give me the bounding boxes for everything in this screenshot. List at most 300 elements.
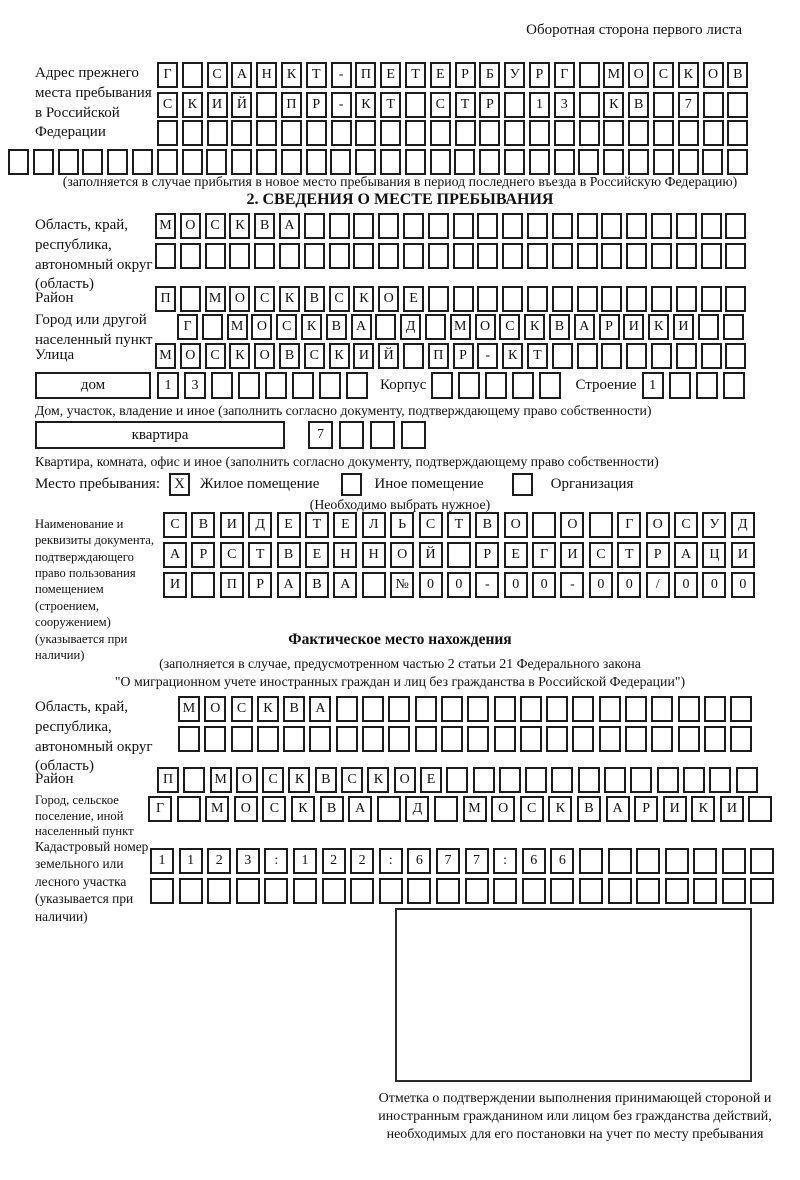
char-cell[interactable]: К [229,343,250,369]
char-cell[interactable] [441,726,463,752]
char-cell[interactable] [676,243,697,269]
char-cell[interactable] [231,149,252,175]
char-cell[interactable]: К [355,92,376,118]
char-cell[interactable] [552,243,573,269]
char-cell[interactable] [579,848,603,874]
char-cell[interactable]: М [155,343,176,369]
char-cell[interactable] [132,149,153,175]
char-cell[interactable] [177,796,201,822]
char-cell[interactable] [319,372,341,399]
char-cell[interactable] [180,243,201,269]
char-cell[interactable]: А [674,542,698,568]
char-cell[interactable]: Т [405,62,426,88]
char-cell[interactable]: - [331,92,352,118]
char-cell[interactable] [723,314,744,340]
char-cell[interactable]: Т [617,542,641,568]
char-cell[interactable]: О [703,62,724,88]
char-cell[interactable] [206,149,227,175]
char-cell[interactable]: - [477,343,498,369]
char-cell[interactable] [579,120,600,146]
char-cell[interactable] [665,848,689,874]
char-cell[interactable] [150,878,174,904]
char-cell[interactable] [446,767,468,793]
char-cell[interactable] [676,286,697,312]
char-cell[interactable] [8,149,29,175]
char-cell[interactable]: С [205,213,226,239]
char-cell[interactable] [601,243,622,269]
char-cell[interactable] [727,92,748,118]
char-cell[interactable]: М [603,62,624,88]
char-cell[interactable]: Р [191,542,215,568]
char-cell[interactable]: И [731,542,755,568]
char-cell[interactable] [375,314,396,340]
char-cell[interactable] [630,767,652,793]
char-cell[interactable]: : [493,848,517,874]
char-cell[interactable] [370,421,395,449]
char-cell[interactable] [479,120,500,146]
char-cell[interactable]: Р [479,92,500,118]
char-cell[interactable] [339,421,364,449]
char-cell[interactable]: О [504,512,528,538]
char-cell[interactable] [428,243,449,269]
char-cell[interactable]: Е [430,62,451,88]
char-cell[interactable]: Т [248,542,272,568]
char-cell[interactable]: С [419,512,443,538]
char-cell[interactable] [281,120,302,146]
char-cell[interactable] [552,343,573,369]
char-cell[interactable] [191,572,215,598]
char-cell[interactable] [306,149,327,175]
char-cell[interactable]: Г [617,512,641,538]
char-cell[interactable]: 3 [184,372,206,399]
char-cell[interactable]: Г [554,62,575,88]
char-cell[interactable]: Г [148,796,172,822]
char-cell[interactable] [601,343,622,369]
char-cell[interactable] [229,243,250,269]
char-cell[interactable] [626,243,647,269]
char-cell[interactable]: П [281,92,302,118]
char-cell[interactable]: 0 [532,572,556,598]
char-cell[interactable] [322,878,346,904]
char-cell[interactable] [678,696,700,722]
char-cell[interactable] [309,726,331,752]
char-cell[interactable]: П [355,62,376,88]
char-cell[interactable] [736,767,758,793]
char-cell[interactable] [572,726,594,752]
char-cell[interactable]: Г [157,62,178,88]
char-cell[interactable] [636,848,660,874]
char-cell[interactable] [82,149,103,175]
char-cell[interactable] [204,726,226,752]
char-cell[interactable] [527,243,548,269]
char-cell[interactable] [405,92,426,118]
char-cell[interactable] [709,767,731,793]
char-cell[interactable]: Т [305,512,329,538]
char-cell[interactable] [434,796,458,822]
char-cell[interactable]: С [262,767,284,793]
char-cell[interactable]: О [229,286,250,312]
char-cell[interactable] [465,878,489,904]
char-cell[interactable] [378,213,399,239]
char-cell[interactable]: С [163,512,187,538]
char-cell[interactable]: А [231,62,252,88]
char-cell[interactable] [527,286,548,312]
char-cell[interactable] [730,726,752,752]
char-cell[interactable] [599,726,621,752]
char-cell[interactable] [651,726,673,752]
char-cell[interactable]: Р [634,796,658,822]
checkbox-organization[interactable] [512,473,533,496]
char-cell[interactable] [725,343,746,369]
char-cell[interactable]: А [333,572,357,598]
char-cell[interactable]: А [163,542,187,568]
char-cell[interactable] [628,149,649,175]
char-cell[interactable]: С [589,542,613,568]
char-cell[interactable]: 6 [522,848,546,874]
char-cell[interactable]: О [475,314,496,340]
char-cell[interactable] [653,92,674,118]
char-cell[interactable]: М [205,286,226,312]
char-cell[interactable]: : [264,848,288,874]
char-cell[interactable]: Р [599,314,620,340]
char-cell[interactable]: М [205,796,229,822]
char-cell[interactable]: И [560,542,584,568]
char-cell[interactable]: 1 [642,372,664,399]
char-cell[interactable] [552,213,573,239]
char-cell[interactable] [279,243,300,269]
char-cell[interactable] [701,343,722,369]
char-cell[interactable] [551,767,573,793]
char-cell[interactable]: М [227,314,248,340]
char-cell[interactable] [539,372,561,399]
char-cell[interactable]: П [157,767,179,793]
char-cell[interactable]: О [254,343,275,369]
char-cell[interactable] [331,120,352,146]
char-cell[interactable]: П [428,343,449,369]
char-cell[interactable]: К [524,314,545,340]
char-cell[interactable] [292,372,314,399]
char-cell[interactable]: 7 [436,848,460,874]
char-cell[interactable]: К [648,314,669,340]
char-cell[interactable] [415,726,437,752]
char-cell[interactable] [178,726,200,752]
char-cell[interactable] [453,243,474,269]
char-cell[interactable] [651,243,672,269]
char-cell[interactable] [355,149,376,175]
char-cell[interactable]: В [305,572,329,598]
char-cell[interactable] [669,372,691,399]
char-cell[interactable] [157,149,178,175]
char-cell[interactable]: С [207,62,228,88]
char-cell[interactable] [502,286,523,312]
char-cell[interactable] [346,372,368,399]
char-cell[interactable]: С [276,314,297,340]
char-cell[interactable] [577,343,598,369]
char-cell[interactable] [378,243,399,269]
char-cell[interactable] [256,92,277,118]
char-cell[interactable]: И [163,572,187,598]
char-cell[interactable] [725,213,746,239]
char-cell[interactable] [730,696,752,722]
char-cell[interactable] [388,696,410,722]
char-cell[interactable]: К [257,696,279,722]
char-cell[interactable] [704,696,726,722]
char-cell[interactable] [430,120,451,146]
house-box[interactable]: дом [35,372,151,399]
char-cell[interactable]: Н [362,542,386,568]
char-cell[interactable]: В [279,343,300,369]
char-cell[interactable] [750,848,774,874]
char-cell[interactable] [405,149,426,175]
char-cell[interactable] [336,696,358,722]
char-cell[interactable] [525,767,547,793]
char-cell[interactable]: Л [362,512,386,538]
char-cell[interactable] [58,149,79,175]
char-cell[interactable] [205,243,226,269]
char-cell[interactable]: С [653,62,674,88]
char-cell[interactable] [579,62,600,88]
char-cell[interactable]: 7 [678,92,699,118]
char-cell[interactable]: И [220,512,244,538]
char-cell[interactable] [701,213,722,239]
char-cell[interactable] [264,878,288,904]
char-cell[interactable]: О [251,314,272,340]
char-cell[interactable]: И [353,343,374,369]
char-cell[interactable]: С [341,767,363,793]
char-cell[interactable]: Т [380,92,401,118]
char-cell[interactable] [604,767,626,793]
char-cell[interactable] [678,120,699,146]
char-cell[interactable] [293,878,317,904]
char-cell[interactable] [401,421,426,449]
char-cell[interactable] [626,343,647,369]
char-cell[interactable] [722,878,746,904]
char-cell[interactable] [155,243,176,269]
char-cell[interactable]: 0 [504,572,528,598]
char-cell[interactable] [494,726,516,752]
char-cell[interactable]: 3 [554,92,575,118]
char-cell[interactable] [579,878,603,904]
char-cell[interactable]: К [691,796,715,822]
char-cell[interactable]: Р [455,62,476,88]
char-cell[interactable] [698,314,719,340]
char-cell[interactable] [377,796,401,822]
char-cell[interactable] [447,542,471,568]
char-cell[interactable] [722,848,746,874]
char-cell[interactable] [33,149,54,175]
char-cell[interactable] [723,372,745,399]
char-cell[interactable] [467,726,489,752]
char-cell[interactable]: О [236,767,258,793]
char-cell[interactable]: 6 [550,848,574,874]
char-cell[interactable] [182,62,203,88]
char-cell[interactable] [362,572,386,598]
char-cell[interactable] [405,120,426,146]
char-cell[interactable]: К [502,343,523,369]
char-cell[interactable] [179,878,203,904]
char-cell[interactable]: О [628,62,649,88]
char-cell[interactable] [477,243,498,269]
char-cell[interactable] [430,149,451,175]
char-cell[interactable] [355,120,376,146]
char-cell[interactable] [494,696,516,722]
char-cell[interactable] [554,149,575,175]
char-cell[interactable] [748,796,772,822]
char-cell[interactable] [380,120,401,146]
char-cell[interactable] [628,120,649,146]
char-cell[interactable]: А [606,796,630,822]
char-cell[interactable]: 1 [529,92,550,118]
char-cell[interactable] [589,512,613,538]
char-cell[interactable] [522,878,546,904]
char-cell[interactable] [657,767,679,793]
char-cell[interactable] [350,878,374,904]
char-cell[interactable]: О [378,286,399,312]
char-cell[interactable]: К [182,92,203,118]
char-cell[interactable]: С [674,512,698,538]
char-cell[interactable]: И [673,314,694,340]
char-cell[interactable] [453,286,474,312]
char-cell[interactable]: С [254,286,275,312]
char-cell[interactable] [701,286,722,312]
char-cell[interactable] [183,767,205,793]
char-cell[interactable]: 1 [157,372,179,399]
checkbox-residential[interactable]: X [169,473,190,496]
char-cell[interactable]: Й [419,542,443,568]
char-cell[interactable]: Й [378,343,399,369]
char-cell[interactable] [238,372,260,399]
char-cell[interactable]: М [463,796,487,822]
char-cell[interactable] [572,696,594,722]
char-cell[interactable] [529,149,550,175]
char-cell[interactable]: О [180,343,201,369]
char-cell[interactable] [653,149,674,175]
char-cell[interactable]: 0 [617,572,641,598]
char-cell[interactable] [529,120,550,146]
char-cell[interactable] [403,213,424,239]
char-cell[interactable] [727,120,748,146]
char-cell[interactable]: М [450,314,471,340]
char-cell[interactable]: В [304,286,325,312]
char-cell[interactable] [601,213,622,239]
char-cell[interactable] [626,213,647,239]
char-cell[interactable]: 0 [589,572,613,598]
char-cell[interactable]: К [279,286,300,312]
char-cell[interactable] [202,314,223,340]
char-cell[interactable]: А [277,572,301,598]
char-cell[interactable]: В [628,92,649,118]
char-cell[interactable]: У [702,512,726,538]
char-cell[interactable]: Е [380,62,401,88]
char-cell[interactable]: С [262,796,286,822]
char-cell[interactable]: О [180,213,201,239]
char-cell[interactable]: Р [248,572,272,598]
char-cell[interactable]: Б [479,62,500,88]
char-cell[interactable]: В [326,314,347,340]
char-cell[interactable] [455,120,476,146]
char-cell[interactable] [157,120,178,146]
char-cell[interactable] [577,213,598,239]
char-cell[interactable]: К [288,767,310,793]
char-cell[interactable] [603,120,624,146]
char-cell[interactable] [579,92,600,118]
char-cell[interactable]: К [603,92,624,118]
char-cell[interactable]: 6 [407,848,431,874]
char-cell[interactable]: 0 [731,572,755,598]
char-cell[interactable] [380,149,401,175]
char-cell[interactable]: К [229,213,250,239]
char-cell[interactable] [683,767,705,793]
char-cell[interactable]: С [231,696,253,722]
char-cell[interactable]: П [220,572,244,598]
char-cell[interactable]: Ь [390,512,414,538]
char-cell[interactable] [388,726,410,752]
char-cell[interactable]: С [499,314,520,340]
char-cell[interactable]: Р [475,542,499,568]
char-cell[interactable] [207,120,228,146]
char-cell[interactable]: О [560,512,584,538]
char-cell[interactable] [281,149,302,175]
char-cell[interactable] [182,149,203,175]
char-cell[interactable] [467,696,489,722]
char-cell[interactable]: Т [447,512,471,538]
char-cell[interactable] [353,243,374,269]
char-cell[interactable] [651,343,672,369]
char-cell[interactable] [504,120,525,146]
char-cell[interactable] [703,92,724,118]
char-cell[interactable] [546,726,568,752]
char-cell[interactable] [330,149,351,175]
char-cell[interactable] [304,213,325,239]
char-cell[interactable]: В [277,542,301,568]
char-cell[interactable]: 0 [419,572,443,598]
char-cell[interactable] [703,120,724,146]
char-cell[interactable]: Е [420,767,442,793]
char-cell[interactable] [479,149,500,175]
char-cell[interactable]: О [390,542,414,568]
char-cell[interactable] [678,149,699,175]
char-cell[interactable]: 2 [350,848,374,874]
char-cell[interactable]: Г [532,542,556,568]
char-cell[interactable] [676,213,697,239]
char-cell[interactable] [454,149,475,175]
char-cell[interactable]: 1 [179,848,203,874]
char-cell[interactable] [428,286,449,312]
char-cell[interactable]: Т [527,343,548,369]
char-cell[interactable] [493,878,517,904]
char-cell[interactable]: Т [455,92,476,118]
char-cell[interactable] [211,372,233,399]
char-cell[interactable] [431,372,453,399]
char-cell[interactable]: В [577,796,601,822]
char-cell[interactable]: К [678,62,699,88]
char-cell[interactable]: Й [231,92,252,118]
char-cell[interactable] [477,286,498,312]
char-cell[interactable]: Р [453,343,474,369]
char-cell[interactable] [499,767,521,793]
char-cell[interactable]: В [549,314,570,340]
char-cell[interactable]: К [281,62,302,88]
char-cell[interactable]: Е [277,512,301,538]
char-cell[interactable]: С [205,343,226,369]
char-cell[interactable] [520,726,542,752]
char-cell[interactable]: - [475,572,499,598]
char-cell[interactable]: 7 [465,848,489,874]
char-cell[interactable] [231,120,252,146]
apartment-box[interactable]: квартира [35,421,285,449]
char-cell[interactable] [329,243,350,269]
char-cell[interactable] [725,286,746,312]
